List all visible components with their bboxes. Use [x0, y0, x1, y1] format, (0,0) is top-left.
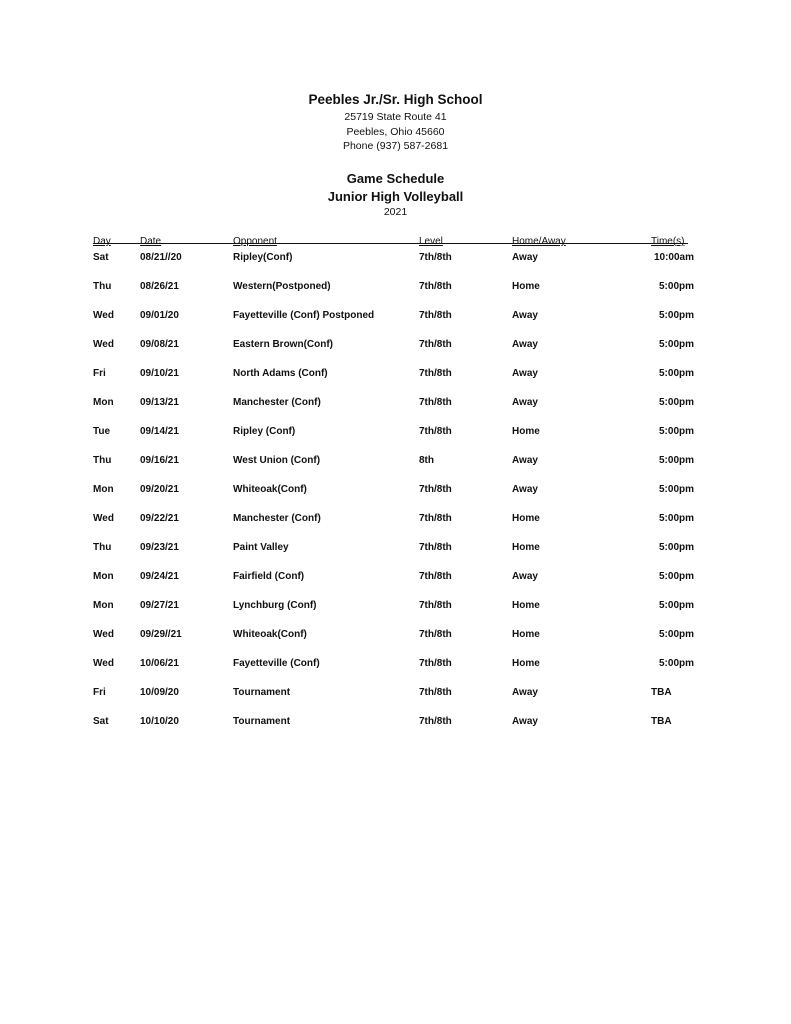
cell-day: Mon [93, 397, 114, 408]
cell-home-away: Home [512, 600, 540, 611]
cell-level: 7th/8th [419, 397, 452, 408]
cell-time: TBA [651, 716, 672, 727]
cell-level: 8th [419, 455, 434, 466]
cell-date: 08/26/21 [140, 281, 179, 292]
cell-level: 7th/8th [419, 629, 452, 640]
header-date: Date [140, 236, 162, 247]
cell-time: 5:00pm [658, 339, 694, 350]
cell-home-away: Away [512, 455, 538, 466]
cell-date: 09/27/21 [140, 600, 179, 611]
table-row [0, 629, 791, 658]
cell-opponent: Fayetteville (Conf) [233, 658, 320, 669]
cell-time: 5:00pm [658, 484, 694, 495]
cell-home-away: Home [512, 542, 540, 553]
cell-date: 09/08/21 [140, 339, 179, 350]
cell-time: 5:00pm [658, 571, 694, 582]
cell-day: Thu [93, 542, 112, 553]
school-address-line1: 25719 State Route 41 [344, 111, 447, 123]
cell-day: Wed [93, 629, 114, 640]
cell-home-away: Away [512, 571, 538, 582]
cell-time: 5:00pm [658, 513, 694, 524]
cell-date: 09/29//21 [140, 629, 182, 640]
cell-time: 5:00pm [658, 310, 694, 321]
cell-opponent: Whiteoak(Conf) [233, 484, 307, 495]
cell-opponent: Fairfield (Conf) [233, 571, 305, 582]
cell-date: 09/01/20 [140, 310, 179, 321]
cell-opponent: West Union (Conf) [233, 455, 321, 466]
school-address-line2: Peebles, Ohio 45660 [346, 126, 445, 138]
cell-opponent: Western(Postponed) [233, 281, 331, 292]
cell-home-away: Home [512, 629, 540, 640]
schedule-title: Game Schedule [346, 171, 445, 186]
cell-time: 5:00pm [658, 658, 694, 669]
cell-day: Thu [93, 281, 112, 292]
cell-home-away: Home [512, 281, 540, 292]
cell-day: Mon [93, 484, 114, 495]
header-day: Day [93, 236, 111, 247]
table-row [0, 513, 791, 542]
table-row [0, 339, 791, 368]
cell-time: 5:00pm [658, 397, 694, 408]
cell-level: 7th/8th [419, 368, 452, 379]
table-row [0, 716, 791, 745]
table-row [0, 571, 791, 600]
cell-opponent: Lynchburg (Conf) [233, 600, 317, 611]
table-row [0, 687, 791, 716]
cell-day: Sat [93, 716, 109, 727]
cell-home-away: Away [512, 368, 538, 379]
header-time: Time(s) [651, 236, 685, 247]
cell-day: Mon [93, 571, 114, 582]
cell-day: Fri [93, 687, 106, 698]
cell-day: Wed [93, 310, 114, 321]
cell-date: 09/10/21 [140, 368, 179, 379]
schedule-year: 2021 [383, 206, 408, 218]
cell-home-away: Home [512, 426, 540, 437]
cell-level: 7th/8th [419, 687, 452, 698]
cell-level: 7th/8th [419, 600, 452, 611]
schedule-subtitle: Junior High Volleyball [327, 189, 464, 204]
cell-level: 7th/8th [419, 281, 452, 292]
cell-date: 09/24/21 [140, 571, 179, 582]
cell-day: Fri [93, 368, 106, 379]
cell-level: 7th/8th [419, 310, 452, 321]
schedule-table [0, 252, 791, 745]
cell-time: 5:00pm [658, 600, 694, 611]
table-row [0, 281, 791, 310]
cell-level: 7th/8th [419, 484, 452, 495]
table-row [0, 542, 791, 571]
table-row [0, 252, 791, 281]
cell-home-away: Home [512, 658, 540, 669]
cell-day: Tue [93, 426, 111, 437]
table-row [0, 455, 791, 484]
cell-day: Mon [93, 600, 114, 611]
header-opponent: Opponent [233, 236, 277, 247]
cell-date: 09/14/21 [140, 426, 179, 437]
cell-opponent: Eastern Brown(Conf) [233, 339, 333, 350]
cell-opponent: Ripley(Conf) [233, 252, 293, 263]
cell-day: Wed [93, 658, 114, 669]
cell-level: 7th/8th [419, 426, 452, 437]
cell-opponent: Fayetteville (Conf) Postponed [233, 310, 375, 321]
cell-opponent: Manchester (Conf) [233, 513, 321, 524]
cell-level: 7th/8th [419, 658, 452, 669]
cell-date: 10/06/21 [140, 658, 179, 669]
cell-home-away: Away [512, 687, 538, 698]
cell-day: Wed [93, 513, 114, 524]
header-home-away: Home/Away [512, 236, 566, 247]
cell-time: 5:00pm [658, 368, 694, 379]
cell-home-away: Away [512, 252, 538, 263]
table-row [0, 484, 791, 513]
cell-time: 5:00pm [658, 455, 694, 466]
cell-opponent: Paint Valley [233, 542, 289, 553]
cell-date: 09/16/21 [140, 455, 179, 466]
cell-day: Wed [93, 339, 114, 350]
table-row [0, 368, 791, 397]
cell-level: 7th/8th [419, 571, 452, 582]
cell-date: 09/20/21 [140, 484, 179, 495]
cell-time: TBA [651, 687, 672, 698]
cell-opponent: Whiteoak(Conf) [233, 629, 307, 640]
cell-opponent: North Adams (Conf) [233, 368, 328, 379]
header-level: Level [419, 236, 443, 247]
cell-date: 09/22/21 [140, 513, 179, 524]
cell-home-away: Away [512, 397, 538, 408]
cell-opponent: Manchester (Conf) [233, 397, 321, 408]
cell-time: 5:00pm [658, 426, 694, 437]
cell-opponent: Tournament [233, 687, 291, 698]
table-row [0, 397, 791, 426]
cell-home-away: Away [512, 716, 538, 727]
cell-day: Thu [93, 455, 112, 466]
cell-opponent: Tournament [233, 716, 291, 727]
cell-date: 09/13/21 [140, 397, 179, 408]
cell-time: 5:00pm [658, 629, 694, 640]
cell-home-away: Home [512, 513, 540, 524]
table-row [0, 600, 791, 629]
cell-level: 7th/8th [419, 252, 452, 263]
table-row [0, 310, 791, 339]
school-name: Peebles Jr./Sr. High School [308, 92, 483, 107]
school-phone: Phone (937) 587-2681 [342, 140, 449, 152]
cell-level: 7th/8th [419, 716, 452, 727]
cell-home-away: Away [512, 339, 538, 350]
cell-opponent: Ripley (Conf) [233, 426, 296, 437]
cell-day: Sat [93, 252, 109, 263]
header-rule [93, 243, 688, 244]
cell-level: 7th/8th [419, 542, 452, 553]
cell-level: 7th/8th [419, 339, 452, 350]
cell-date: 10/09/20 [140, 687, 179, 698]
cell-date: 09/23/21 [140, 542, 179, 553]
cell-time: 10:00am [653, 252, 694, 263]
cell-time: 5:00pm [658, 542, 694, 553]
table-row [0, 658, 791, 687]
cell-home-away: Away [512, 484, 538, 495]
cell-time: 5:00pm [658, 281, 694, 292]
cell-date: 08/21//20 [140, 252, 182, 263]
cell-level: 7th/8th [419, 513, 452, 524]
table-row [0, 426, 791, 455]
cell-home-away: Away [512, 310, 538, 321]
cell-date: 10/10/20 [140, 716, 179, 727]
